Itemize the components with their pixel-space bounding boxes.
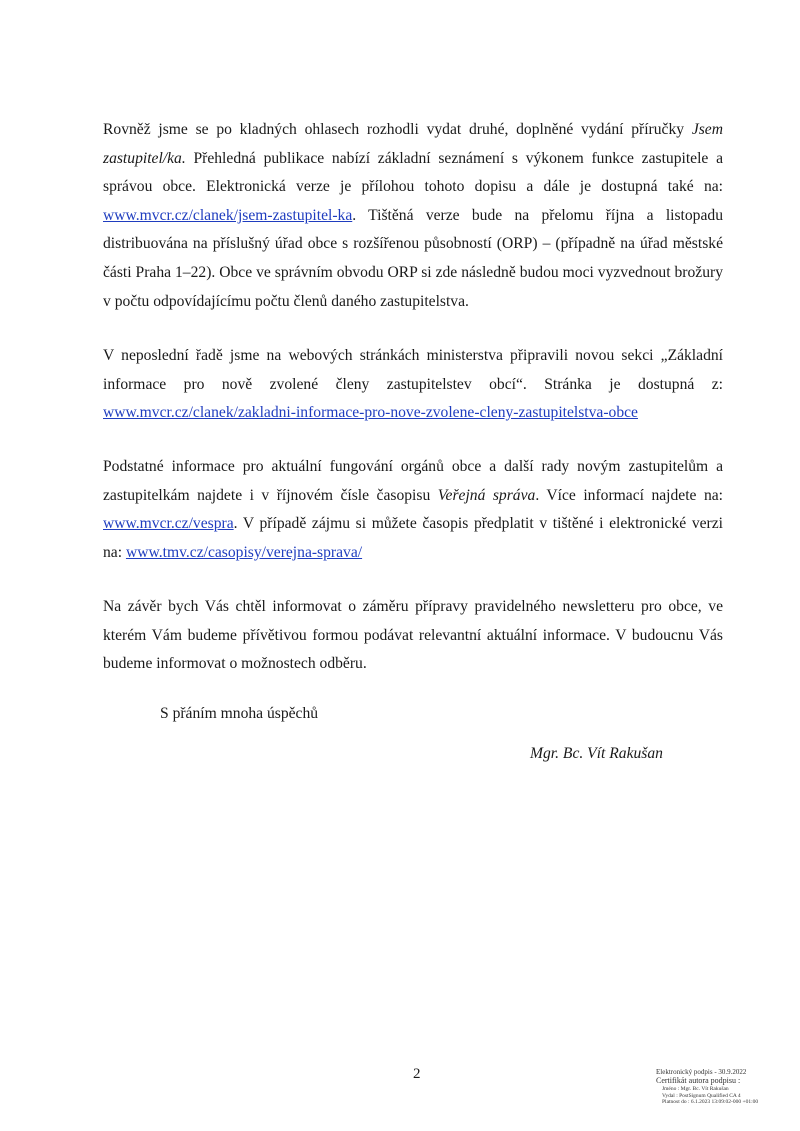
paragraph-magazine-text-1: Podstatné informace pro aktuální fungování orgánů obce a další rady novým zastupitelům a zastupitelkám najdete i v říjnovém čísle časopisu	[103, 458, 723, 504]
signature-name: Mgr. Bc. Vít Rakušan	[530, 745, 663, 762]
basic-info-link[interactable]: www.mvcr.cz/clanek/zakladni-informace-pro-nove-zvolene-cleny-zastupitelstva-obce	[103, 404, 638, 422]
esig-line-2: Certifikát autora podpisu :	[656, 1076, 741, 1086]
esig-line-1: Elektronický podpis - 30.9.2022	[656, 1068, 747, 1076]
esig-line-3: Jméno : Mgr. Bc. Vít Rakušan	[662, 1085, 729, 1092]
subscription-link[interactable]: www.tmv.cz/casopisy/verejna-sprava/	[125, 543, 363, 561]
paragraph-new-section-text: V neposlední řadě jsme na webových stránkách ministerstva připravili novou sekci „Základní informace pro nově zvolené členy zastupitelstev obcí“. Stránka je dostupná z:	[103, 347, 723, 393]
closing-greeting: S přáním mnoha úspěchů	[160, 705, 319, 722]
esig-line-5: Platnost do : 6.1.2023 13:09:02-000 +01:00	[662, 1099, 759, 1106]
paragraph-handbook-text-3: . Tištěná verze bude na přelomu října a listopadu distribuována na příslušný úřad obce s rozšířenou působností (ORP) – (případně na úřad městské části Praha 1–22). Obce ve správním obvodu ORP si zde následně budou moci vyzvednout brožury v počtu odpovídajícímu počtu členů daného zastupitelstva.	[103, 206, 723, 310]
paragraph-handbook-text-2: Přehledná publikace nabízí základní seznámení s výkonem funkce zastupitele a správou obce. Elektronická verze je přílohou tohoto dopisu a dále je dostupná také na:	[103, 149, 723, 196]
page-number: 2	[413, 1066, 421, 1082]
paragraph-magazine-text-3: . V případě zájmu si můžete časopis předplatit v tištěné i elektronické verzi na:	[103, 515, 723, 561]
paragraph-handbook	[103, 116, 723, 316]
handbook-link[interactable]: www.mvcr.cz/clanek/jsem-zastupitel-ka	[103, 206, 353, 224]
vespra-link[interactable]: www.mvcr.cz/vespra	[103, 515, 234, 533]
handbook-title: Jsem zastupitel/ka.	[103, 121, 723, 167]
paragraph-newsletter: Na závěr bych Vás chtěl informovat o záměru přípravy pravidelného newsletteru pro obce, ve kterém Vám budeme přívětivou formou podávat relevantní aktuální informace. V budoucnu Vás budeme informovat o možnostech odběru.	[103, 598, 723, 673]
esig-line-4: Vydal : PostSignum Qualified CA 4	[662, 1092, 741, 1099]
magazine-title: Veřejná správa	[437, 486, 536, 504]
paragraph-magazine	[103, 453, 723, 567]
paragraph-handbook-text-1: Rovněž jsme se po kladných ohlasech rozhodli vydat druhé, doplněné vydání příručky	[103, 121, 692, 138]
paragraph-new-section	[103, 342, 723, 428]
paragraph-magazine-text-2: . Více informací najdete na:	[535, 486, 723, 504]
electronic-signature-block	[656, 1068, 786, 1106]
